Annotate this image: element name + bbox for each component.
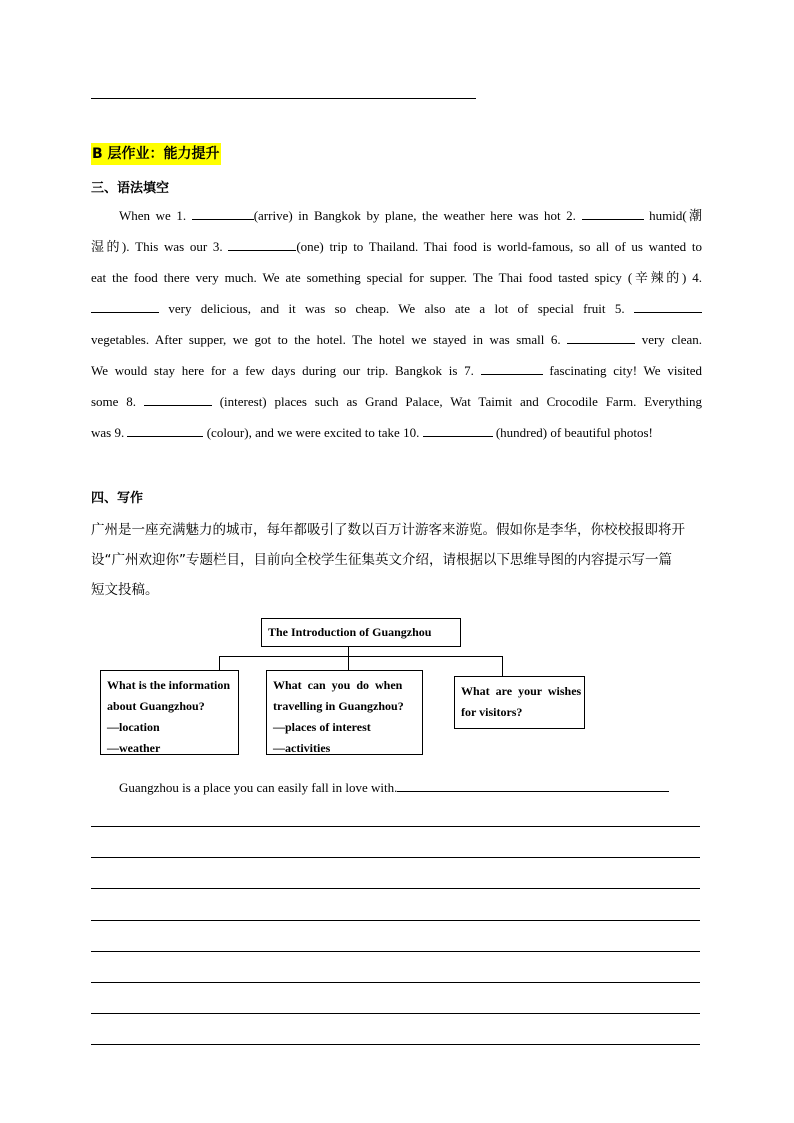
blank-7[interactable]	[481, 362, 543, 375]
section-four-heading: 四、写作	[91, 491, 144, 506]
writing-prompt	[91, 515, 702, 605]
passage-line-8: was 9. (colour), and we were excited to take 10. (hundred) of beautiful photos!	[91, 425, 653, 440]
mindmap-branch-wishes: What are your wishes for visitors?	[454, 676, 585, 729]
blank-6[interactable]	[567, 331, 635, 344]
mindmap-root: The Introduction of Guangzhou	[261, 618, 461, 647]
blank-5[interactable]	[634, 300, 702, 313]
blank-3[interactable]	[228, 238, 296, 251]
passage-line-5: vegetables. After supper, we got to the hotel. The hotel we stayed in was small 6. very clean.	[91, 332, 702, 347]
writing-line[interactable]	[91, 1044, 700, 1045]
writing-line[interactable]	[91, 951, 700, 952]
section-three-heading: 三、语法填空	[91, 181, 170, 196]
passage-line-3: eat the food there very much. We ate something special for supper. The Thai food tasted spicy (辛辣的) 4.	[91, 270, 702, 285]
mindmap-connector	[348, 647, 349, 656]
blank-4[interactable]	[91, 300, 159, 313]
prompt-line-2: 设“广州欢迎你”专题栏目，目前向全校学生征集英文介绍，请根据以下思维导图的内容提示写一篇	[91, 552, 672, 568]
blank-1[interactable]	[192, 207, 254, 220]
writing-line[interactable]	[91, 888, 700, 889]
cloze-passage	[91, 200, 702, 448]
writing-line[interactable]	[91, 920, 700, 921]
writing-line[interactable]	[91, 1013, 700, 1014]
mindmap-connector	[219, 656, 503, 657]
section-b-title: B 层作业：能力提升	[91, 143, 221, 165]
writing-line[interactable]	[397, 779, 669, 792]
passage-line-4: very delicious, and it was so cheap. We also ate a lot of special fruit 5.	[91, 293, 702, 324]
blank-9[interactable]	[127, 424, 203, 437]
mindmap-connector	[502, 656, 503, 676]
blank-8[interactable]	[144, 393, 212, 406]
prompt-line-1: 广州是一座充满魅力的城市，每年都吸引了数以百万计游客来游览。假如你是李华，你校校报即将开	[91, 522, 685, 538]
blank-10[interactable]	[423, 424, 493, 437]
passage-line-1: When we 1. (arrive) in Bangkok by plane, the weather here was hot 2. humid(潮	[119, 208, 702, 223]
mindmap-connector	[348, 656, 349, 670]
prompt-line-3: 短文投稿。	[91, 582, 159, 598]
writing-line[interactable]	[91, 857, 700, 858]
mindmap-connector	[219, 656, 220, 670]
writing-opening: Guangzhou is a place you can easily fall in love with.	[119, 779, 669, 796]
mindmap-branch-activities: What can you do when travelling in Guangzhou? —places of interest —activities	[266, 670, 423, 755]
writing-line[interactable]	[91, 826, 700, 827]
writing-line[interactable]	[91, 982, 700, 983]
mindmap-branch-information: What is the information about Guangzhou? —location —weather	[100, 670, 239, 755]
blank-2[interactable]	[582, 207, 644, 220]
passage-line-2: 湿的). This was our 3. (one) trip to Thailand. Thai food is world-famous, so all of us wanted to	[91, 239, 702, 254]
passage-line-7: some 8. (interest) places such as Grand Palace, Wat Taimit and Crocodile Farm. Everything	[91, 394, 702, 409]
answer-rule-top	[91, 98, 476, 99]
passage-line-6: We would stay here for a few days during our trip. Bangkok is 7. fascinating city! We visited	[91, 363, 702, 378]
